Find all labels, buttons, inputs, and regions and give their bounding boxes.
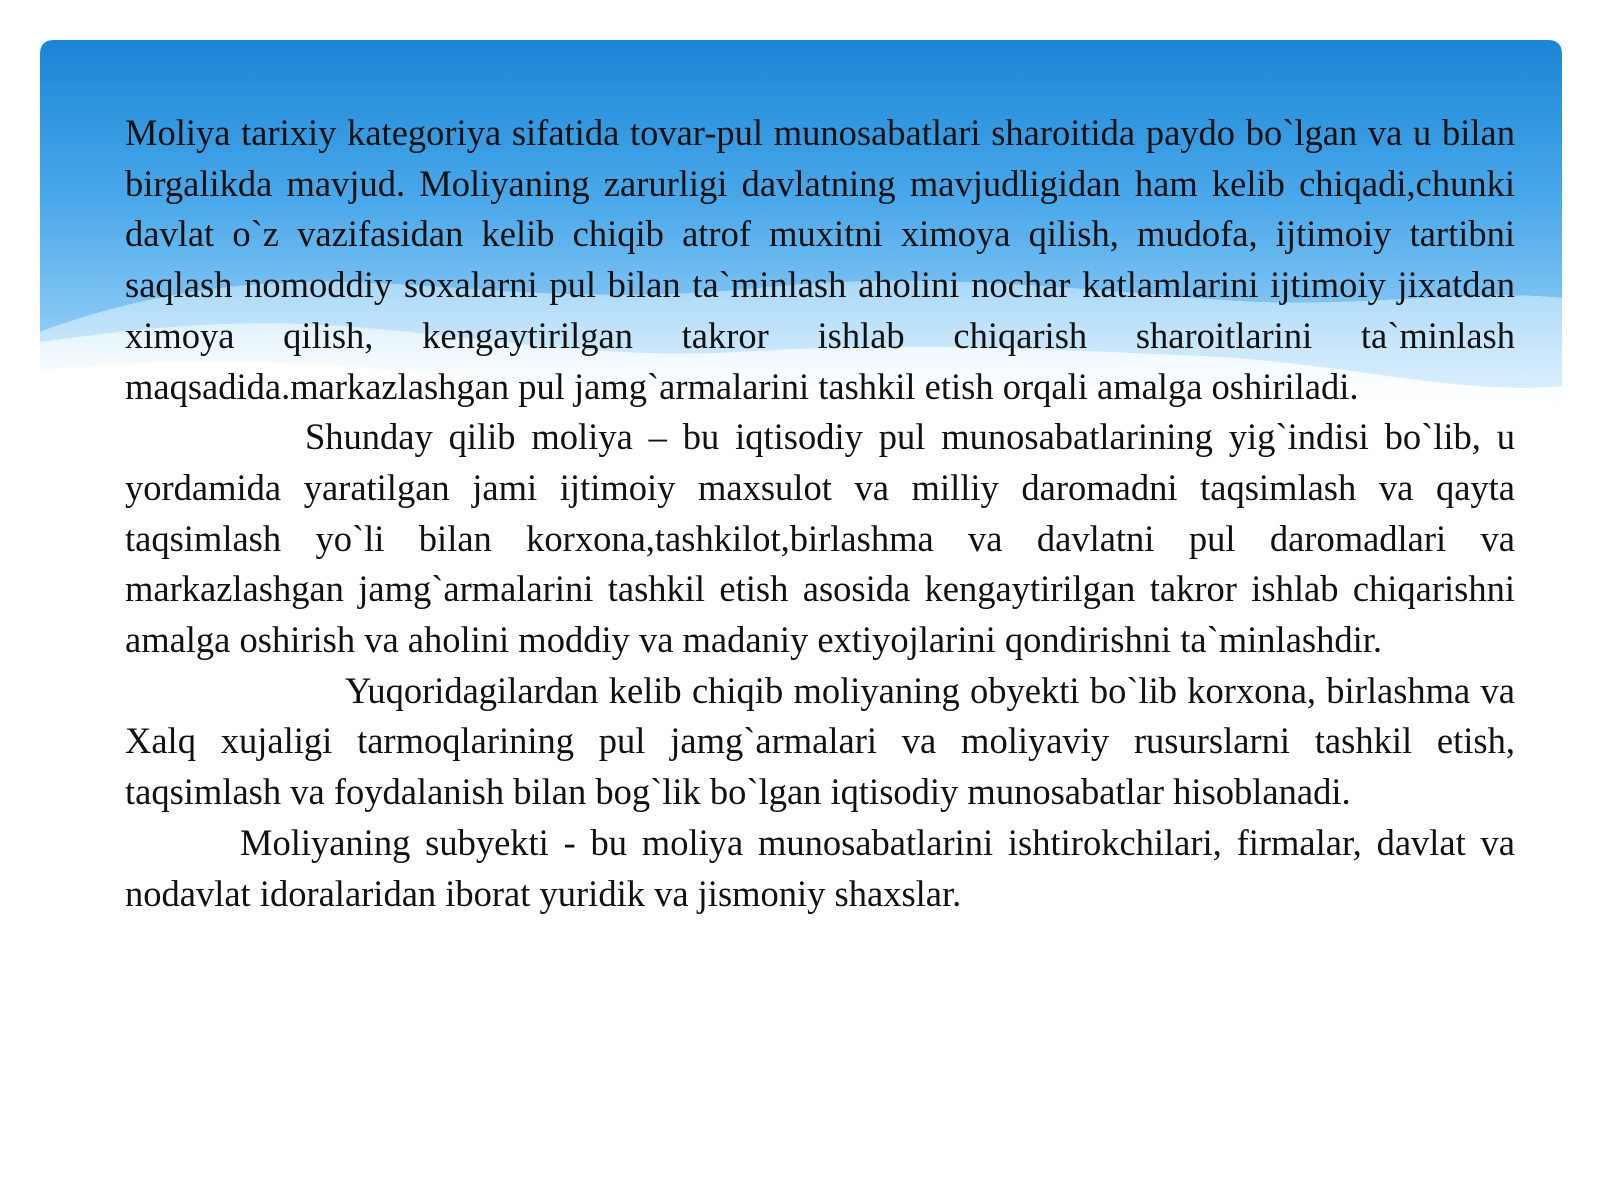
paragraph-1: Moliya tarixiy kategoriya sifatida tovar-pul munosabatlari sharoitida paydo bo`lgan va u bilan birgalikda mavjud. Moliyaning zarurligi davlatning mavjudligidan ham kelib chiqadi,chunki davlat o`z vazifasidan kelib chiqib atrof muxitni ximoya qilish, mudofa, ijtimoiy tartibni saqlash nomoddiy soxalarni pul bilan ta`minlash aholini nochar katlamlarini ijtimoiy jixatdan ximoya qilish, kengaytirilgan takror ishlab chiqarish sharoitlarini ta`minlash maqsadida.markazlashgan pul jamg`armalarini tashkil etish orqali amalga oshiriladi.: [125, 112, 1515, 407]
paragraph-3: Yuqoridagilardan kelib chiqib moliyaning obyekti bo`lib korxona, birlashma va Xalq xujaligi tarmoqlarining pul jamg`armalari va moliyaviy rusurslarni tashkil etish, taqsimlash va foydalanish bilan bog`lik bo`lgan iqtisodiy munosabatlar hisoblanadi.: [125, 669, 1515, 813]
paragraph-2: Shunday qilib moliya – bu iqtisodiy pul munosabatlarining yig`indisi bo`lib, u yordamida yaratilgan jami ijtimoiy maxsulot va milliy daromadni taqsimlash va qayta taqsimlash yo`li bilan korxona,tashkilot,birlashma va davlatni pul daromadlari va markazlashgan jamg`armalarini tashkil etish asosida kengaytirilgan takror ishlab chiqarishni amalga oshirish va aholini moddiy va madaniy extiyojlarini qondirishni ta`minlashdir.: [125, 416, 1515, 661]
slide-body: [125, 108, 1515, 919]
paragraph-4: Moliyaning subyekti - bu moliya munosabatlarini ishtirokchilari, firmalar, davlat va nodavlat idoralaridan iborat yuridik va jismoniy shaxslar.: [125, 821, 1515, 914]
